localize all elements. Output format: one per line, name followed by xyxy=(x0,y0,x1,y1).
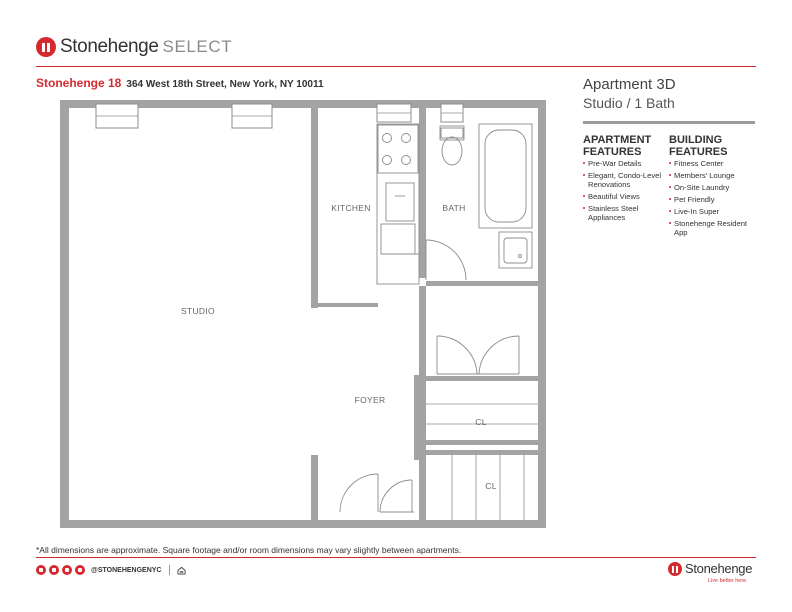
brand-name: Stonehenge xyxy=(60,36,159,57)
stonehenge-logo-icon xyxy=(36,37,56,57)
footer-separator xyxy=(169,565,170,575)
list-item: Pet Friendly xyxy=(669,195,755,204)
room-label-studio: STUDIO xyxy=(181,306,215,316)
list-item: Stonehenge Resident App xyxy=(669,219,755,237)
list-item: Stainless Steel Appliances xyxy=(583,204,667,222)
building-address-line xyxy=(36,76,324,90)
room-label-foyer: FOYER xyxy=(354,395,386,405)
apartment-title: Apartment 3D xyxy=(583,76,676,93)
stonehenge-logo-icon xyxy=(668,562,682,576)
instagram-icon[interactable] xyxy=(49,565,59,575)
social-links xyxy=(36,565,186,575)
social-handle: @STONEHENGENYC xyxy=(91,566,162,574)
list-item: Fitness Center xyxy=(669,159,755,168)
kitchen-fixtures xyxy=(377,124,419,284)
list-item: Beautiful Views xyxy=(583,192,667,201)
building-features-heading-line2: FEATURES xyxy=(669,146,728,158)
list-item: Members' Lounge xyxy=(669,171,755,180)
floor-plan-walls xyxy=(60,100,546,528)
list-item: Elegant, Condo-Level Renovations xyxy=(583,171,667,189)
brand-logo xyxy=(36,36,232,58)
bath-fixtures xyxy=(440,124,532,268)
building-features-heading-line1: BUILDING xyxy=(669,134,723,146)
twitter-icon[interactable] xyxy=(75,565,85,575)
apartment-features-list xyxy=(583,159,667,225)
room-label-kitchen: KITCHEN xyxy=(331,203,371,213)
room-label-closet: CL xyxy=(485,481,497,491)
apartment-features-heading-line2: FEATURES xyxy=(583,146,642,158)
list-item: Live-In Super xyxy=(669,207,755,216)
building-features-heading xyxy=(669,134,759,158)
footer-logo xyxy=(668,561,752,576)
equal-housing-icon xyxy=(177,566,186,575)
room-label-bath: BATH xyxy=(442,203,466,213)
building-features-list xyxy=(669,159,755,240)
brand-suffix: SELECT xyxy=(162,37,233,56)
youtube-icon[interactable] xyxy=(62,565,72,575)
building-address: 364 West 18th Street, New York, NY 10011 xyxy=(126,79,324,90)
apartment-divider xyxy=(583,121,755,124)
header-divider xyxy=(36,66,756,67)
facebook-icon[interactable] xyxy=(36,565,46,575)
footer-tagline: Live better here xyxy=(708,578,747,584)
list-item: Pre-War Details xyxy=(583,159,667,168)
list-item: On-Site Laundry xyxy=(669,183,755,192)
footer-brand-name: Stonehenge xyxy=(685,561,753,576)
apartment-features-heading-line1: APARTMENT xyxy=(583,134,652,146)
floor-plan xyxy=(60,98,546,528)
room-label-closet: CL xyxy=(475,417,487,427)
apartment-features-heading xyxy=(583,134,673,158)
disclaimer-text: *All dimensions are approximate. Square footage and/or room dimensions may vary slightly between apartments. xyxy=(36,545,462,555)
building-name: Stonehenge 18 xyxy=(36,76,122,90)
footer-divider xyxy=(36,557,756,558)
apartment-subtitle: Studio / 1 Bath xyxy=(583,95,675,111)
